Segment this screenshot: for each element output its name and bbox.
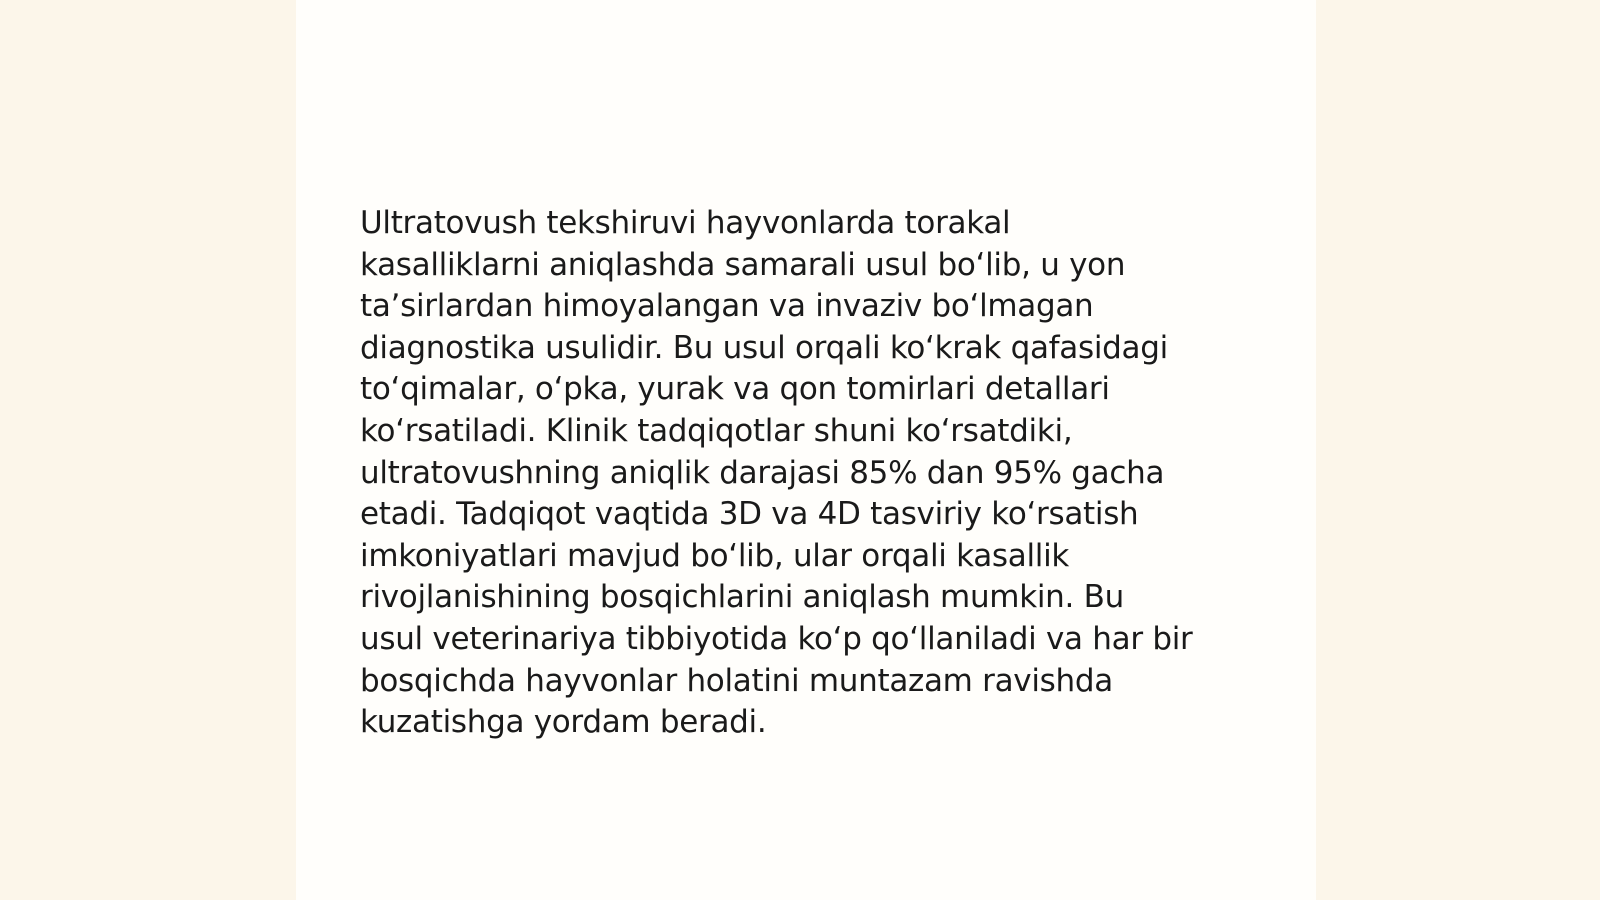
paragraph-line: koʻrsatiladi. Klinik tadqiqotlar shuni koʻrsatdiki,	[360, 412, 1073, 449]
paragraph-line: diagnostika usulidir. Bu usul orqali koʻkrak qafasidagi	[360, 329, 1168, 366]
paragraph-line: kasalliklarni aniqlashda samarali usul boʻlib, u yon	[360, 246, 1126, 283]
slide-paragraph	[360, 203, 1260, 744]
slide-content-panel	[296, 0, 1316, 900]
paragraph-line: ultratovushning aniqlik darajasi 85% dan 95% gacha	[360, 454, 1165, 491]
paragraph-line: etadi. Tadqiqot vaqtida 3D va 4D tasviriy koʻrsatish	[360, 496, 1139, 533]
paragraph-line: Ultratovush tekshiruvi hayvonlarda torakal	[360, 205, 1011, 241]
paragraph-line: bosqichda hayvonlar holatini muntazam ravishda	[360, 662, 1113, 699]
paragraph-line: rivojlanishining bosqichlarini aniqlash mumkin. Bu	[360, 579, 1124, 616]
paragraph-line: taʼsirlardan himoyalangan va invaziv boʻlmagan	[360, 288, 1094, 325]
paragraph-line: toʻqimalar, oʻpka, yurak va qon tomirlari detallari	[360, 371, 1110, 408]
paragraph-line: kuzatishga yordam beradi.	[360, 704, 767, 741]
paragraph-line: usul veterinariya tibbiyotida koʻp qoʻllaniladi va har bir	[360, 620, 1193, 657]
paragraph-line: imkoniyatlari mavjud boʻlib, ular orqali kasallik	[360, 537, 1070, 574]
